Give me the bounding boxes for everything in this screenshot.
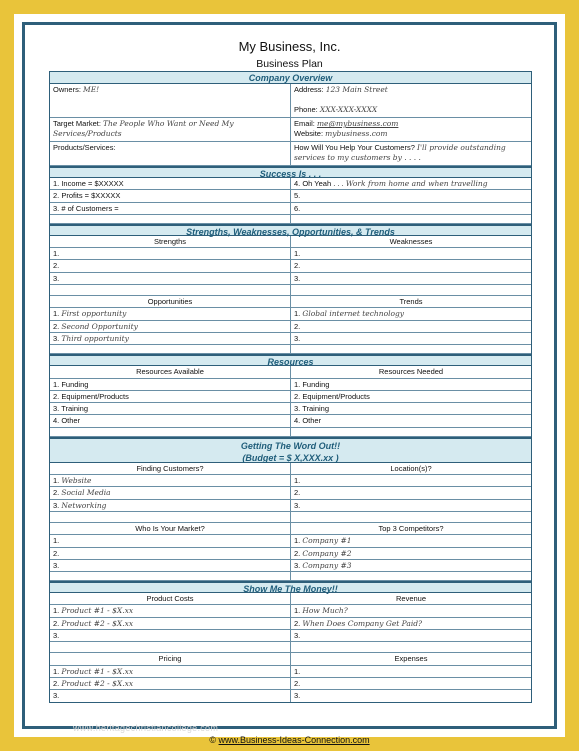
section-success: Success Is . . . xyxy=(50,166,531,178)
table-row: 2. Equipment/Products 2. Equipment/Products xyxy=(50,391,531,403)
table-row xyxy=(50,345,531,354)
table-row: 1. Product #1 - $X.xx 1. xyxy=(50,666,531,678)
table-row: 1. First opportunity 1. Global internet technology xyxy=(50,308,531,320)
table-row: 2. Product #2 - $X.xx 2. xyxy=(50,678,531,690)
table-row: 1. Website 1. xyxy=(50,475,531,487)
phone-value: XXX-XXX-XXXX xyxy=(319,105,378,114)
footer-link[interactable]: www.Business-Ideas-Connection.com xyxy=(218,735,370,745)
table-row: 1. 1. Company #1 xyxy=(50,535,531,547)
table-row: 3. Third opportunity 3. xyxy=(50,333,531,345)
copyright-symbol: © xyxy=(209,735,217,745)
section-money: Show Me The Money!! xyxy=(50,581,531,593)
table-row: 1. Income = $XXXXX 4. Oh Yeah . . . Work from home and when travelling xyxy=(50,178,531,190)
table-row: 2. Second Opportunity 2. xyxy=(50,321,531,333)
address-cell[interactable]: Address: 123 Main Street Phone: XXX-XXX-XXXX xyxy=(290,84,531,117)
table-row xyxy=(50,118,531,142)
table-row: 3. # of Customers = 6. xyxy=(50,203,531,215)
column-header-row: Pricing Expenses xyxy=(50,653,531,665)
products-services-cell[interactable]: Products/Services: xyxy=(53,143,116,152)
table-row: 3. Training 3. Training xyxy=(50,403,531,415)
table-row: 3. 3. xyxy=(50,273,531,285)
column-header-row: Product Costs Revenue xyxy=(50,593,531,605)
watermark: www.heritagechristiancollege.com xyxy=(73,723,219,733)
table-row xyxy=(50,285,531,296)
table-row xyxy=(50,84,531,118)
email-cell[interactable]: Email: me@mybusiness.com Website: mybusiness.com xyxy=(290,118,531,141)
page-subtitle: Business Plan xyxy=(256,58,323,70)
table-row: 2. Profits = $XXXXX 5. xyxy=(50,190,531,202)
page-title: My Business, Inc. xyxy=(238,39,341,54)
website-value: mybusiness.com xyxy=(325,129,388,138)
budget-label: (Budget = $ X,XXX.xx ) xyxy=(242,452,339,463)
document-frame xyxy=(22,22,557,745)
target-market-cell[interactable]: Target Market: The People Who Want or Need My Services/Products xyxy=(53,119,234,138)
table-row xyxy=(50,142,531,166)
business-plan-table xyxy=(49,71,532,703)
help-customers-value: I'll provide outstanding services to my customers by . . . . xyxy=(294,143,506,162)
table-row: 2. 2. Company #2 xyxy=(50,548,531,560)
table-row: 2. 2. xyxy=(50,260,531,272)
owners-cell[interactable]: Owners: ME! xyxy=(53,85,100,94)
yellow-border-left xyxy=(0,0,14,751)
table-row: 1. Funding 1. Funding xyxy=(50,379,531,391)
owners-value: ME! xyxy=(83,85,100,94)
target-market-value: The People Who Want or Need My Services/Products xyxy=(53,119,234,138)
table-row: 4. Other 4. Other xyxy=(50,415,531,427)
table-row: 3. 3. xyxy=(50,690,531,701)
table-row: 2. Product #2 - $X.xx 2. When Does Company Get Paid? xyxy=(50,618,531,630)
yellow-border-right xyxy=(565,0,579,751)
table-row: 3. 3. xyxy=(50,630,531,642)
column-header-row: Opportunities Trends xyxy=(50,296,531,308)
table-row: 1. Product #1 - $X.xx 1. How Much? xyxy=(50,605,531,617)
table-row xyxy=(50,642,531,653)
yellow-border-top xyxy=(0,0,579,14)
help-customers-cell[interactable]: How Will You Help Your Customers? I'll provide outstanding services to my customers by . . . . xyxy=(290,142,531,165)
table-row xyxy=(50,428,531,437)
column-header-row: Strengths Weaknesses xyxy=(50,236,531,248)
table-row xyxy=(50,512,531,523)
section-resources: Resources xyxy=(50,354,531,366)
table-row xyxy=(50,572,531,581)
column-header-row: Resources Available Resources Needed xyxy=(50,366,531,378)
table-row xyxy=(50,215,531,224)
footer xyxy=(25,735,554,745)
email-value: me@mybusiness.com xyxy=(316,119,399,128)
column-header-row: Who Is Your Market? Top 3 Competitors? xyxy=(50,523,531,535)
section-swot: Strengths, Weaknesses, Opportunities, & Trends xyxy=(50,224,531,236)
table-row: 3. 3. Company #3 xyxy=(50,560,531,572)
column-header-row: Finding Customers? Location(s)? xyxy=(50,463,531,475)
table-row: 3. Networking 3. xyxy=(50,500,531,512)
section-company-overview: Company Overview xyxy=(50,72,531,84)
address-value: 123 Main Street xyxy=(325,85,388,94)
table-row: 1. 1. xyxy=(50,248,531,260)
table-row: 2. Social Media 2. xyxy=(50,487,531,499)
section-marketing: Getting The Word Out!! (Budget = $ X,XXX.xx ) xyxy=(50,437,531,463)
